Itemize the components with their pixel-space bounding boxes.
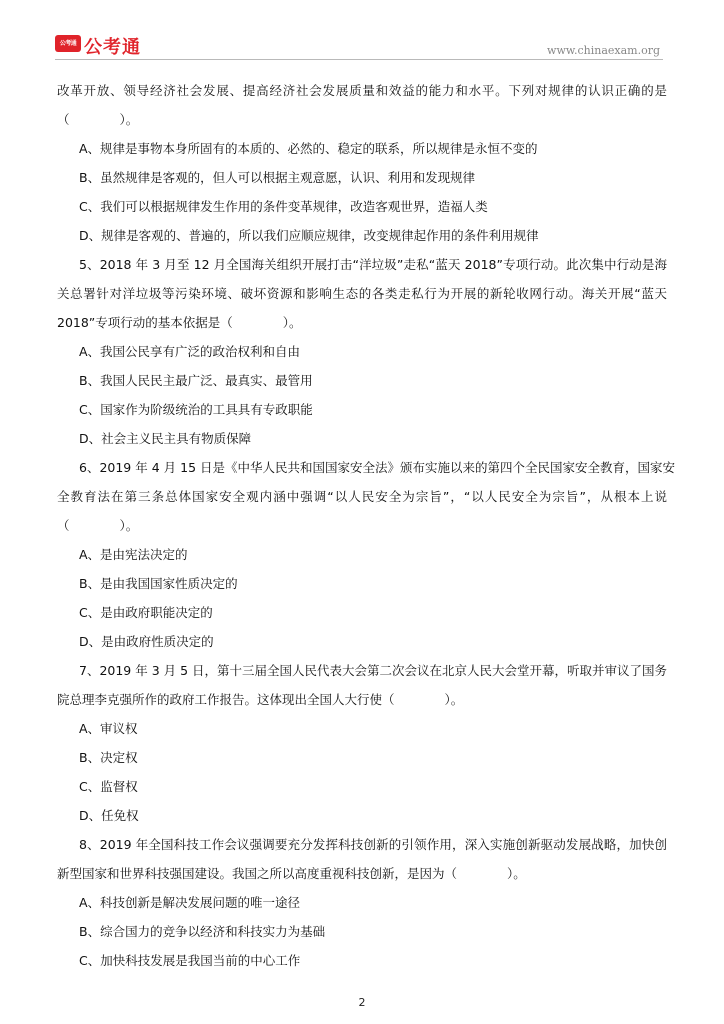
option-d: D、规律是客观的、普遍的，所以我们应顺应规律，改变规律起作用的条件利用规律 [79,228,539,243]
option-c: C、国家作为阶级统治的工具具有专政职能 [79,402,313,417]
option-c: C、监督权 [79,779,138,794]
option-a: A、规律是事物本身所固有的本质的、必然的、稳定的联系，所以规律是永恒不变的 [79,141,538,156]
page-header [0,0,724,62]
option-a: A、是由宪法决定的 [79,547,188,562]
question-8-text: 新型国家和世界科技强国建设。我国之所以高度重视科技创新，是因为（ ）。 [57,866,526,881]
option-a: A、科技创新是解决发展问题的唯一途径 [79,895,301,910]
question-5-text: 2018”专项行动的基本依据是（ ）。 [57,315,302,330]
option-b: B、虽然规律是客观的，但人可以根据主观意愿，认识、利用和发现规律 [79,170,476,185]
page-number: 2 [358,996,366,1009]
logo-badge-icon: 公考通 [55,35,81,52]
option-a: A、审议权 [79,721,138,736]
header-divider [55,59,663,60]
document-body [57,76,675,975]
text-line: 改革开放、领导经济社会发展、提高经济社会发展质量和效益的能力和水平。下列对规律的认识正确的是 [57,83,667,98]
option-c: C、加快科技发展是我国当前的中心工作 [79,953,301,968]
question-7-text: 7、2019 年 3 月 5 日，第十三届全国人民代表大会第二次会议在北京人民大会堂开幕，听取并审议了国务 [79,663,668,678]
option-a: A、我国公民享有广泛的政治权利和自由 [79,344,301,359]
option-b: B、我国人民民主最广泛、最真实、最管用 [79,373,313,388]
question-6-text: 全教育法在第三条总体国家安全观内涵中强调“以人民安全为宗旨”，“以人民安全为宗旨”，从根本上说 [57,489,667,504]
question-7-text: 院总理李克强所作的政府工作报告。这体现出全国人大行使（ ）。 [57,692,464,707]
option-c: C、我们可以根据规律发生作用的条件变革规律，改造客观世界，造福人类 [79,199,488,214]
question-5-text: 关总署针对洋垃圾等污染环境、破坏资源和影响生态的各类走私行为开展的新轮收网行动。海关开展“蓝天 [57,286,667,301]
option-c: C、是由政府职能决定的 [79,605,213,620]
option-d: D、任免权 [79,808,139,823]
question-5-text: 5、2018 年 3 月至 12 月全国海关组织开展打击“洋垃圾”走私“蓝天 2018”专项行动。此次集中行动是海 [79,257,667,272]
option-d: D、是由政府性质决定的 [79,634,214,649]
option-b: B、综合国力的竞争以经济和科技实力为基础 [79,924,326,939]
logo-text: 公考通 [84,37,141,58]
option-d: D、社会主义民主具有物质保障 [79,431,252,446]
question-6-text: （ ）。 [57,518,139,533]
text-line: （ ）。 [57,112,139,127]
option-b: B、决定权 [79,750,138,765]
question-6-text: 6、2019 年 4 月 15 日是《中华人民共和国国家安全法》颁布实施以来的第四个全民国家安全教育，国家安 [79,460,675,475]
question-8-text: 8、2019 年全国科技工作会议强调要充分发挥科技创新的引领作用，深入实施创新驱动发展战略，加快创 [79,837,667,852]
option-b: B、是由我国国家性质决定的 [79,576,238,591]
site-url: www.chinaexam.org [547,44,660,57]
